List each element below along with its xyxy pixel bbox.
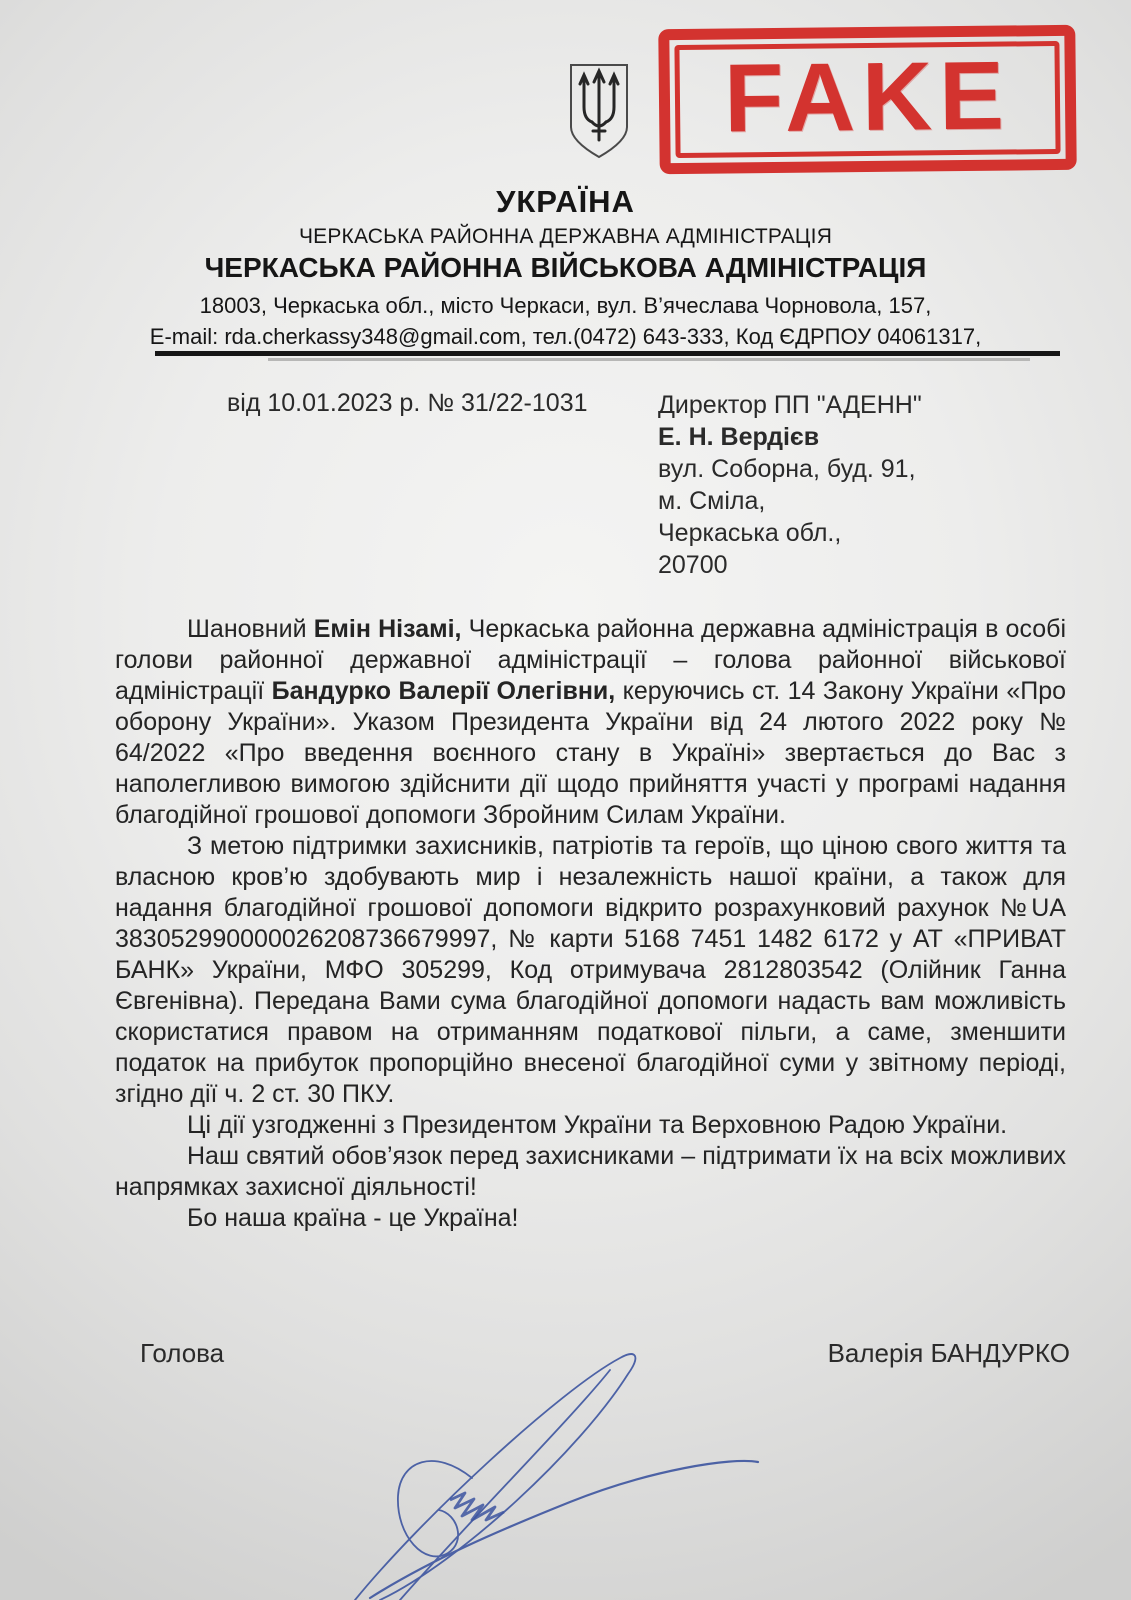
org-name-state-administration: ЧЕРКАСЬКА РАЙОННА ДЕРЖАВНА АДМІНІСТРАЦІЯ [298,225,833,248]
fake-stamp-label: FAKE [723,40,1012,153]
signer-name: Валерія БАНДУРКО [827,1338,1070,1368]
recipient-position: Директор ПП "АДЕНН" [658,391,922,419]
letter-body [115,614,1066,1234]
recipient-region: Черкаська обл., [658,519,842,547]
greeting-text: Шановний [187,615,314,643]
recipient-city: м. Сміла, [658,487,766,515]
paragraph-greeting [115,614,1066,831]
letterhead [0,184,1131,350]
recipient-postcode: 20700 [658,551,728,579]
fake-stamp [658,25,1076,174]
signer-title: Голова [140,1338,225,1368]
paragraph-approval: Ці дії узгодженні з Президентом України та Верховною Радою України. [187,1111,1008,1139]
signature-scribble [450,1493,504,1520]
paragraph-slogan: Бо наша країна - це Україна! [187,1204,519,1232]
letterhead-divider-shadow [268,358,1030,361]
paragraph-duty: Наш святий обов’язок перед захисниками – підтримати їх на всіх можливих напрямках захисної діяльності! [115,1142,1066,1201]
recipient-name: Е. Н. Вердієв [658,423,820,451]
legal-basis-text: керуючись ст. 14 Закону України «Про оборону України». Указом Президента України від 24 лютого 2022 року № 64/2022 «Про введення воєнного стану в Україні» звертається до Вас з наполегливою вимогою здійснити дії щодо прийняття участі у програмі надання благодійної грошової допомоги Збройним Силам України. [115,677,1066,829]
paragraph-account-details: З метою підтримки захисників, патріотів та героїв, що ціною свого життя та власною кров’ю здобувають мир і незалежність нашої країни, а також для надання благодійної грошової допомоги відкрито розрахунковий рахунок №UA 383052990000026208736679997, № карти 5168 7451 1482 6172 у АТ «ПРИВАТ БАНК» України, МФО 305299, Код отримувача 2812803542 (Олійник Ганна Євгенівна). Передана Вами сума благодійної допомоги надасть вам можливість скористатися правом на отриманням податкової пільги, а саме, зменшити податок на прибуток пропорційно внесеної благодійної суми у звітному періоді, згідно дії ч. 2 ст. 30 ПКУ. [115,832,1066,1108]
fake-stamp-inner-border [674,41,1060,158]
reference-date-number: від 10.01.2023 р. № 31/22-1031 [227,389,588,417]
intro-text: Черкаська районна державна адміністрація в особі голови районної державної адміністрації – голова районної військової адміністрації [115,615,1066,705]
country-title: УКРАЇНА [496,184,635,219]
recipient-street: вул. Соборна, буд. 91, [658,455,916,483]
org-name-military-administration: ЧЕРКАСЬКА РАЙОННА ВІЙСЬКОВА АДМІНІСТРАЦІЯ [204,252,927,283]
org-address: 18003, Черкаська обл., місто Черкаси, вул. В’ячеслава Чорновола, 157, [199,293,932,318]
head-name-bold: Бандурко Валерії Олегівни, [271,677,616,705]
letterhead-divider [155,351,1060,356]
addressee-name-bold: Емін Нізамі, [313,615,462,643]
handwritten-signature [340,1330,780,1600]
tryzub-emblem-icon [563,60,635,162]
recipient-block [658,389,922,581]
org-contacts: E-mail: rda.cherkassy348@gmail.com, тел.(0472) 643-333, Код ЄДРПОУ 04061317, [149,324,982,349]
